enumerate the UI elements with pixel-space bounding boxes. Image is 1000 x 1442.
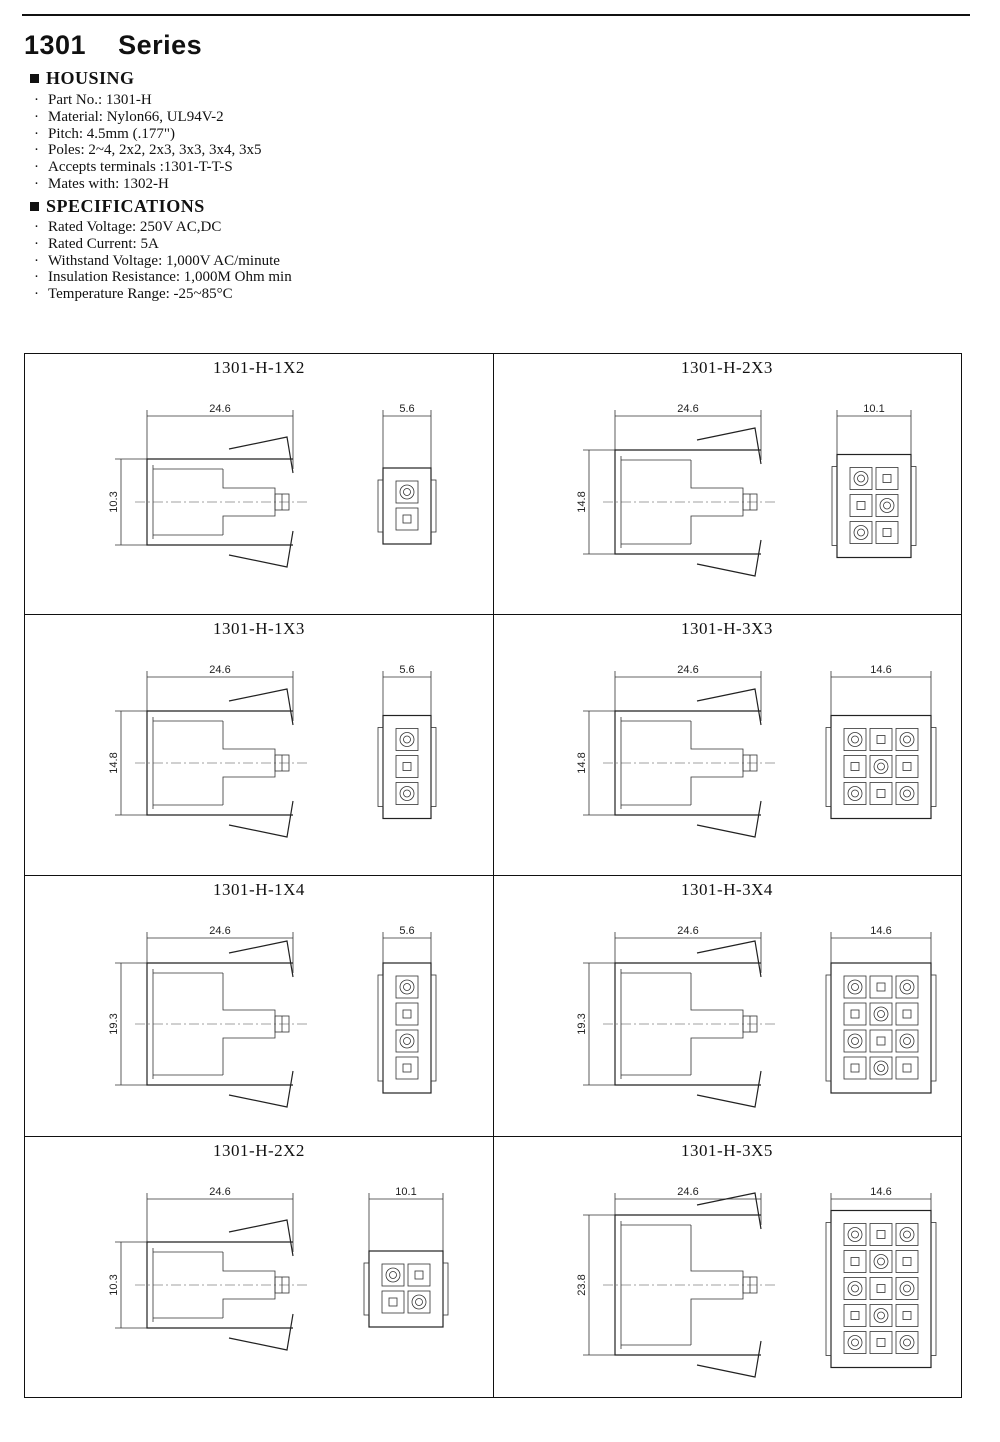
square-pin-hole: [415, 1271, 423, 1279]
housing-item: · Pitch: 4.5mm (.177"): [34, 126, 262, 143]
pin-cell: [896, 1251, 918, 1273]
pin-cell: [896, 729, 918, 751]
pin-cell: [850, 468, 872, 490]
drawing-cell: [25, 615, 493, 876]
round-pin-hole: [874, 1255, 888, 1269]
housing-item: · Material: Nylon66, UL94V-2: [34, 109, 262, 126]
length-dimension-label: 24.6: [677, 403, 699, 415]
round-pin-hole: [848, 1034, 862, 1048]
length-dimension-label: 24.6: [677, 1186, 699, 1198]
square-pin-hole: [877, 1231, 885, 1239]
part-number-title: 1301-H-1X4: [213, 880, 305, 899]
length-dimension-label: 24.6: [209, 1186, 231, 1198]
round-pin-hole-inner: [904, 790, 911, 797]
end-view-outline: [831, 1211, 931, 1368]
round-pin-hole-inner: [852, 984, 859, 991]
height-dimension-label: 14.8: [576, 491, 588, 513]
end-view-tab: [931, 975, 936, 1081]
end-view-tab: [378, 480, 383, 532]
pin-cell: [844, 1305, 866, 1327]
round-pin-hole-inner: [904, 736, 911, 743]
latch-arm-top: [697, 941, 761, 977]
pin-cell: [896, 1278, 918, 1300]
square-pin-hole: [903, 1064, 911, 1072]
pin-cell: [844, 976, 866, 998]
end-view-outline: [383, 468, 431, 544]
round-pin-hole-inner: [878, 1065, 885, 1072]
end-view-tab: [826, 728, 831, 807]
housing-item: · Accepts terminals :1301-T-T-S: [34, 159, 262, 176]
pin-cell: [844, 1278, 866, 1300]
pin-cell: [844, 756, 866, 778]
end-view-tab: [431, 975, 436, 1081]
square-pin-hole: [851, 1010, 859, 1018]
height-dimension-label: 14.8: [108, 752, 120, 774]
connector-drawing: [25, 615, 493, 876]
round-pin-hole: [848, 1282, 862, 1296]
length-dimension-label: 24.6: [209, 664, 231, 676]
pin-cell: [850, 495, 872, 517]
round-pin-hole: [848, 980, 862, 994]
pin-cell: [870, 976, 892, 998]
square-pin-hole: [877, 736, 885, 744]
pin-cell: [844, 1003, 866, 1025]
square-pin-hole: [403, 1064, 411, 1072]
part-number-title: 1301-H-3X3: [681, 619, 773, 638]
height-dimension-label: 14.8: [576, 752, 588, 774]
length-dimension-label: 24.6: [677, 664, 699, 676]
pin-cell: [844, 783, 866, 805]
part-number-title: 1301-H-3X4: [681, 880, 773, 899]
drawing-cell: [493, 876, 961, 1137]
pin-cell: [870, 1332, 892, 1354]
pin-cell: [396, 756, 418, 778]
specifications-heading: [30, 196, 205, 217]
round-pin-hole-inner: [852, 736, 859, 743]
round-pin-hole-inner: [390, 1272, 397, 1279]
connector-drawing: [25, 354, 493, 615]
square-pin-hole: [389, 1298, 397, 1306]
pin-cell: [896, 1224, 918, 1246]
round-pin-hole-inner: [404, 1038, 411, 1045]
pin-cell: [876, 495, 898, 517]
housing-item: · Mates with: 1302-H: [34, 176, 262, 193]
pin-cell: [870, 783, 892, 805]
latch-arm-top: [697, 428, 761, 464]
round-pin-hole-inner: [416, 1299, 423, 1306]
end-view-tab: [931, 1223, 936, 1356]
pin-cell: [870, 1278, 892, 1300]
round-pin-hole-inner: [852, 1285, 859, 1292]
latch-arm-bottom: [229, 531, 293, 567]
square-pin-hole: [877, 1339, 885, 1347]
round-pin-hole: [848, 1228, 862, 1242]
pin-cell: [870, 1003, 892, 1025]
round-pin-hole-inner: [852, 1038, 859, 1045]
round-pin-hole: [900, 1336, 914, 1350]
pin-cell: [896, 976, 918, 998]
square-pin-hole: [877, 1037, 885, 1045]
end-view-tab: [364, 1263, 369, 1315]
bullet-square-icon: [30, 74, 39, 83]
spec-item: · Rated Current: 5A: [34, 236, 292, 253]
connector-drawing: [25, 1137, 493, 1398]
square-pin-hole: [851, 1064, 859, 1072]
length-dimension-label: 24.6: [677, 925, 699, 937]
pin-cell: [896, 1030, 918, 1052]
length-dimension-label: 24.6: [209, 925, 231, 937]
pin-cell: [896, 756, 918, 778]
square-pin-hole: [403, 763, 411, 771]
square-pin-hole: [851, 1312, 859, 1320]
part-number-title: 1301-H-1X2: [213, 358, 305, 377]
round-pin-hole-inner: [878, 763, 885, 770]
end-view-tab: [378, 728, 383, 807]
round-pin-hole: [400, 787, 414, 801]
pin-cell: [844, 729, 866, 751]
square-pin-hole: [883, 529, 891, 537]
housing-item: · Part No.: 1301-H: [34, 92, 262, 109]
end-view-tab: [911, 467, 916, 546]
round-pin-hole-inner: [904, 1339, 911, 1346]
end-view-tab: [378, 975, 383, 1081]
end-view-outline: [831, 963, 931, 1093]
specifications-heading-label: SPECIFICATIONS: [46, 196, 205, 216]
pin-cell: [844, 1332, 866, 1354]
pin-cell: [396, 508, 418, 530]
round-pin-hole-inner: [404, 984, 411, 991]
pin-cell: [896, 783, 918, 805]
connector-drawing: [493, 876, 961, 1137]
pin-cell: [408, 1291, 430, 1313]
round-pin-hole: [900, 1282, 914, 1296]
square-pin-hole: [903, 1010, 911, 1018]
drawing-cell: [25, 1137, 493, 1398]
square-pin-hole: [857, 502, 865, 510]
drawing-cell: [25, 876, 493, 1137]
round-pin-hole-inner: [904, 984, 911, 991]
pin-cell: [844, 1057, 866, 1079]
round-pin-hole: [874, 1007, 888, 1021]
latch-arm-top: [229, 1220, 293, 1256]
square-pin-hole: [403, 515, 411, 523]
connector-drawing: [25, 876, 493, 1137]
width-dimension-label: 5.6: [399, 925, 415, 937]
pin-cell: [870, 1224, 892, 1246]
pin-cell: [876, 522, 898, 544]
latch-arm-top: [229, 689, 293, 725]
end-view-tab: [826, 1223, 831, 1356]
square-pin-hole: [903, 763, 911, 771]
round-pin-hole-inner: [404, 790, 411, 797]
housing-heading-label: HOUSING: [46, 68, 135, 88]
latch-arm-bottom: [697, 801, 761, 837]
round-pin-hole: [854, 526, 868, 540]
square-pin-hole: [877, 790, 885, 798]
round-pin-hole-inner: [404, 489, 411, 496]
pin-cell: [870, 756, 892, 778]
square-pin-hole: [903, 1258, 911, 1266]
width-dimension-label: 10.1: [863, 403, 885, 415]
end-view-outline: [837, 455, 911, 558]
square-pin-hole: [883, 475, 891, 483]
square-pin-hole: [403, 1010, 411, 1018]
latch-arm-bottom: [229, 801, 293, 837]
housing-list: [34, 92, 262, 193]
drawing-cell: [25, 354, 493, 615]
square-pin-hole: [851, 1258, 859, 1266]
latch-arm-bottom: [697, 540, 761, 576]
drawing-grid: [24, 353, 962, 1398]
round-pin-hole: [400, 1034, 414, 1048]
round-pin-hole-inner: [852, 790, 859, 797]
round-pin-hole-inner: [858, 475, 865, 482]
latch-arm-top: [697, 1193, 761, 1229]
round-pin-hole: [848, 733, 862, 747]
round-pin-hole: [900, 980, 914, 994]
round-pin-hole: [400, 733, 414, 747]
spec-item: · Insulation Resistance: 1,000M Ohm min: [34, 269, 292, 286]
pin-cell: [850, 522, 872, 544]
width-dimension-label: 14.6: [870, 925, 892, 937]
pin-cell: [870, 1251, 892, 1273]
part-number-title: 1301-H-3X5: [681, 1141, 773, 1160]
connector-drawing: [493, 354, 961, 615]
round-pin-hole-inner: [878, 1011, 885, 1018]
pin-cell: [896, 1332, 918, 1354]
round-pin-hole: [848, 1336, 862, 1350]
pin-cell: [408, 1264, 430, 1286]
round-pin-hole: [412, 1295, 426, 1309]
drawing-cell: [493, 354, 961, 615]
round-pin-hole-inner: [852, 1339, 859, 1346]
round-pin-hole: [386, 1268, 400, 1282]
pin-cell: [870, 1030, 892, 1052]
round-pin-hole: [900, 1034, 914, 1048]
round-pin-hole-inner: [852, 1231, 859, 1238]
latch-arm-top: [229, 437, 293, 473]
pin-cell: [396, 1057, 418, 1079]
pin-cell: [876, 468, 898, 490]
pin-cell: [396, 729, 418, 751]
pin-cell: [896, 1305, 918, 1327]
pin-cell: [870, 1305, 892, 1327]
pin-cell: [870, 1057, 892, 1079]
pin-cell: [844, 1251, 866, 1273]
connector-drawing: [493, 615, 961, 876]
latch-arm-top: [229, 941, 293, 977]
end-view-outline: [369, 1251, 443, 1327]
end-view-outline: [383, 963, 431, 1093]
end-view-tab: [832, 467, 837, 546]
length-dimension-label: 24.6: [209, 403, 231, 415]
spec-item: · Withstand Voltage: 1,000V AC/minute: [34, 253, 292, 270]
round-pin-hole-inner: [884, 502, 891, 509]
round-pin-hole: [854, 472, 868, 486]
round-pin-hole: [400, 485, 414, 499]
round-pin-hole-inner: [404, 736, 411, 743]
height-dimension-label: 10.3: [108, 1274, 120, 1296]
square-pin-hole: [877, 983, 885, 991]
housing-item: · Poles: 2~4, 2x2, 2x3, 3x3, 3x4, 3x5: [34, 142, 262, 159]
width-dimension-label: 5.6: [399, 664, 415, 676]
latch-arm-top: [697, 689, 761, 725]
round-pin-hole: [900, 1228, 914, 1242]
square-pin-hole: [903, 1312, 911, 1320]
round-pin-hole-inner: [904, 1038, 911, 1045]
pin-cell: [396, 1003, 418, 1025]
height-dimension-label: 10.3: [108, 491, 120, 513]
pin-cell: [844, 1030, 866, 1052]
square-pin-hole: [851, 763, 859, 771]
pin-cell: [844, 1224, 866, 1246]
round-pin-hole: [900, 733, 914, 747]
round-pin-hole-inner: [904, 1285, 911, 1292]
part-number-title: 1301-H-2X2: [213, 1141, 305, 1160]
latch-arm-bottom: [229, 1314, 293, 1350]
height-dimension-label: 23.8: [576, 1274, 588, 1296]
round-pin-hole-inner: [878, 1312, 885, 1319]
top-rule: [22, 14, 970, 16]
specifications-list: [34, 219, 292, 303]
width-dimension-label: 14.6: [870, 664, 892, 676]
end-view-outline: [383, 716, 431, 819]
part-number-title: 1301-H-1X3: [213, 619, 305, 638]
pin-cell: [382, 1264, 404, 1286]
pin-cell: [396, 1030, 418, 1052]
pin-cell: [382, 1291, 404, 1313]
drawing-cell: [493, 1137, 961, 1398]
width-dimension-label: 10.1: [395, 1186, 417, 1198]
height-dimension-label: 19.3: [108, 1013, 120, 1035]
latch-arm-bottom: [697, 1341, 761, 1377]
pin-cell: [396, 783, 418, 805]
end-view-tab: [431, 480, 436, 532]
width-dimension-label: 5.6: [399, 403, 415, 415]
pin-cell: [396, 976, 418, 998]
round-pin-hole-inner: [878, 1258, 885, 1265]
square-pin-hole: [877, 1285, 885, 1293]
round-pin-hole-inner: [858, 529, 865, 536]
end-view-tab: [931, 728, 936, 807]
round-pin-hole: [874, 1061, 888, 1075]
round-pin-hole-inner: [904, 1231, 911, 1238]
spec-item: · Rated Voltage: 250V AC,DC: [34, 219, 292, 236]
round-pin-hole: [400, 980, 414, 994]
bullet-square-icon: [30, 202, 39, 211]
latch-arm-bottom: [229, 1071, 293, 1107]
round-pin-hole: [848, 787, 862, 801]
latch-arm-bottom: [697, 1071, 761, 1107]
housing-heading: [30, 68, 135, 89]
pin-cell: [870, 729, 892, 751]
end-view-tab: [443, 1263, 448, 1315]
width-dimension-label: 14.6: [870, 1186, 892, 1198]
spec-item: · Temperature Range: -25~85°C: [34, 286, 292, 303]
part-number-title: 1301-H-2X3: [681, 358, 773, 377]
end-view-outline: [831, 716, 931, 819]
pin-cell: [896, 1003, 918, 1025]
round-pin-hole: [874, 1309, 888, 1323]
height-dimension-label: 19.3: [576, 1013, 588, 1035]
end-view-tab: [431, 728, 436, 807]
drawing-cell: [493, 615, 961, 876]
round-pin-hole: [900, 787, 914, 801]
pin-cell: [396, 481, 418, 503]
round-pin-hole: [880, 499, 894, 513]
page-title: 1301 Series: [24, 30, 203, 60]
pin-cell: [896, 1057, 918, 1079]
round-pin-hole: [874, 760, 888, 774]
connector-drawing: [493, 1137, 961, 1398]
end-view-tab: [826, 975, 831, 1081]
